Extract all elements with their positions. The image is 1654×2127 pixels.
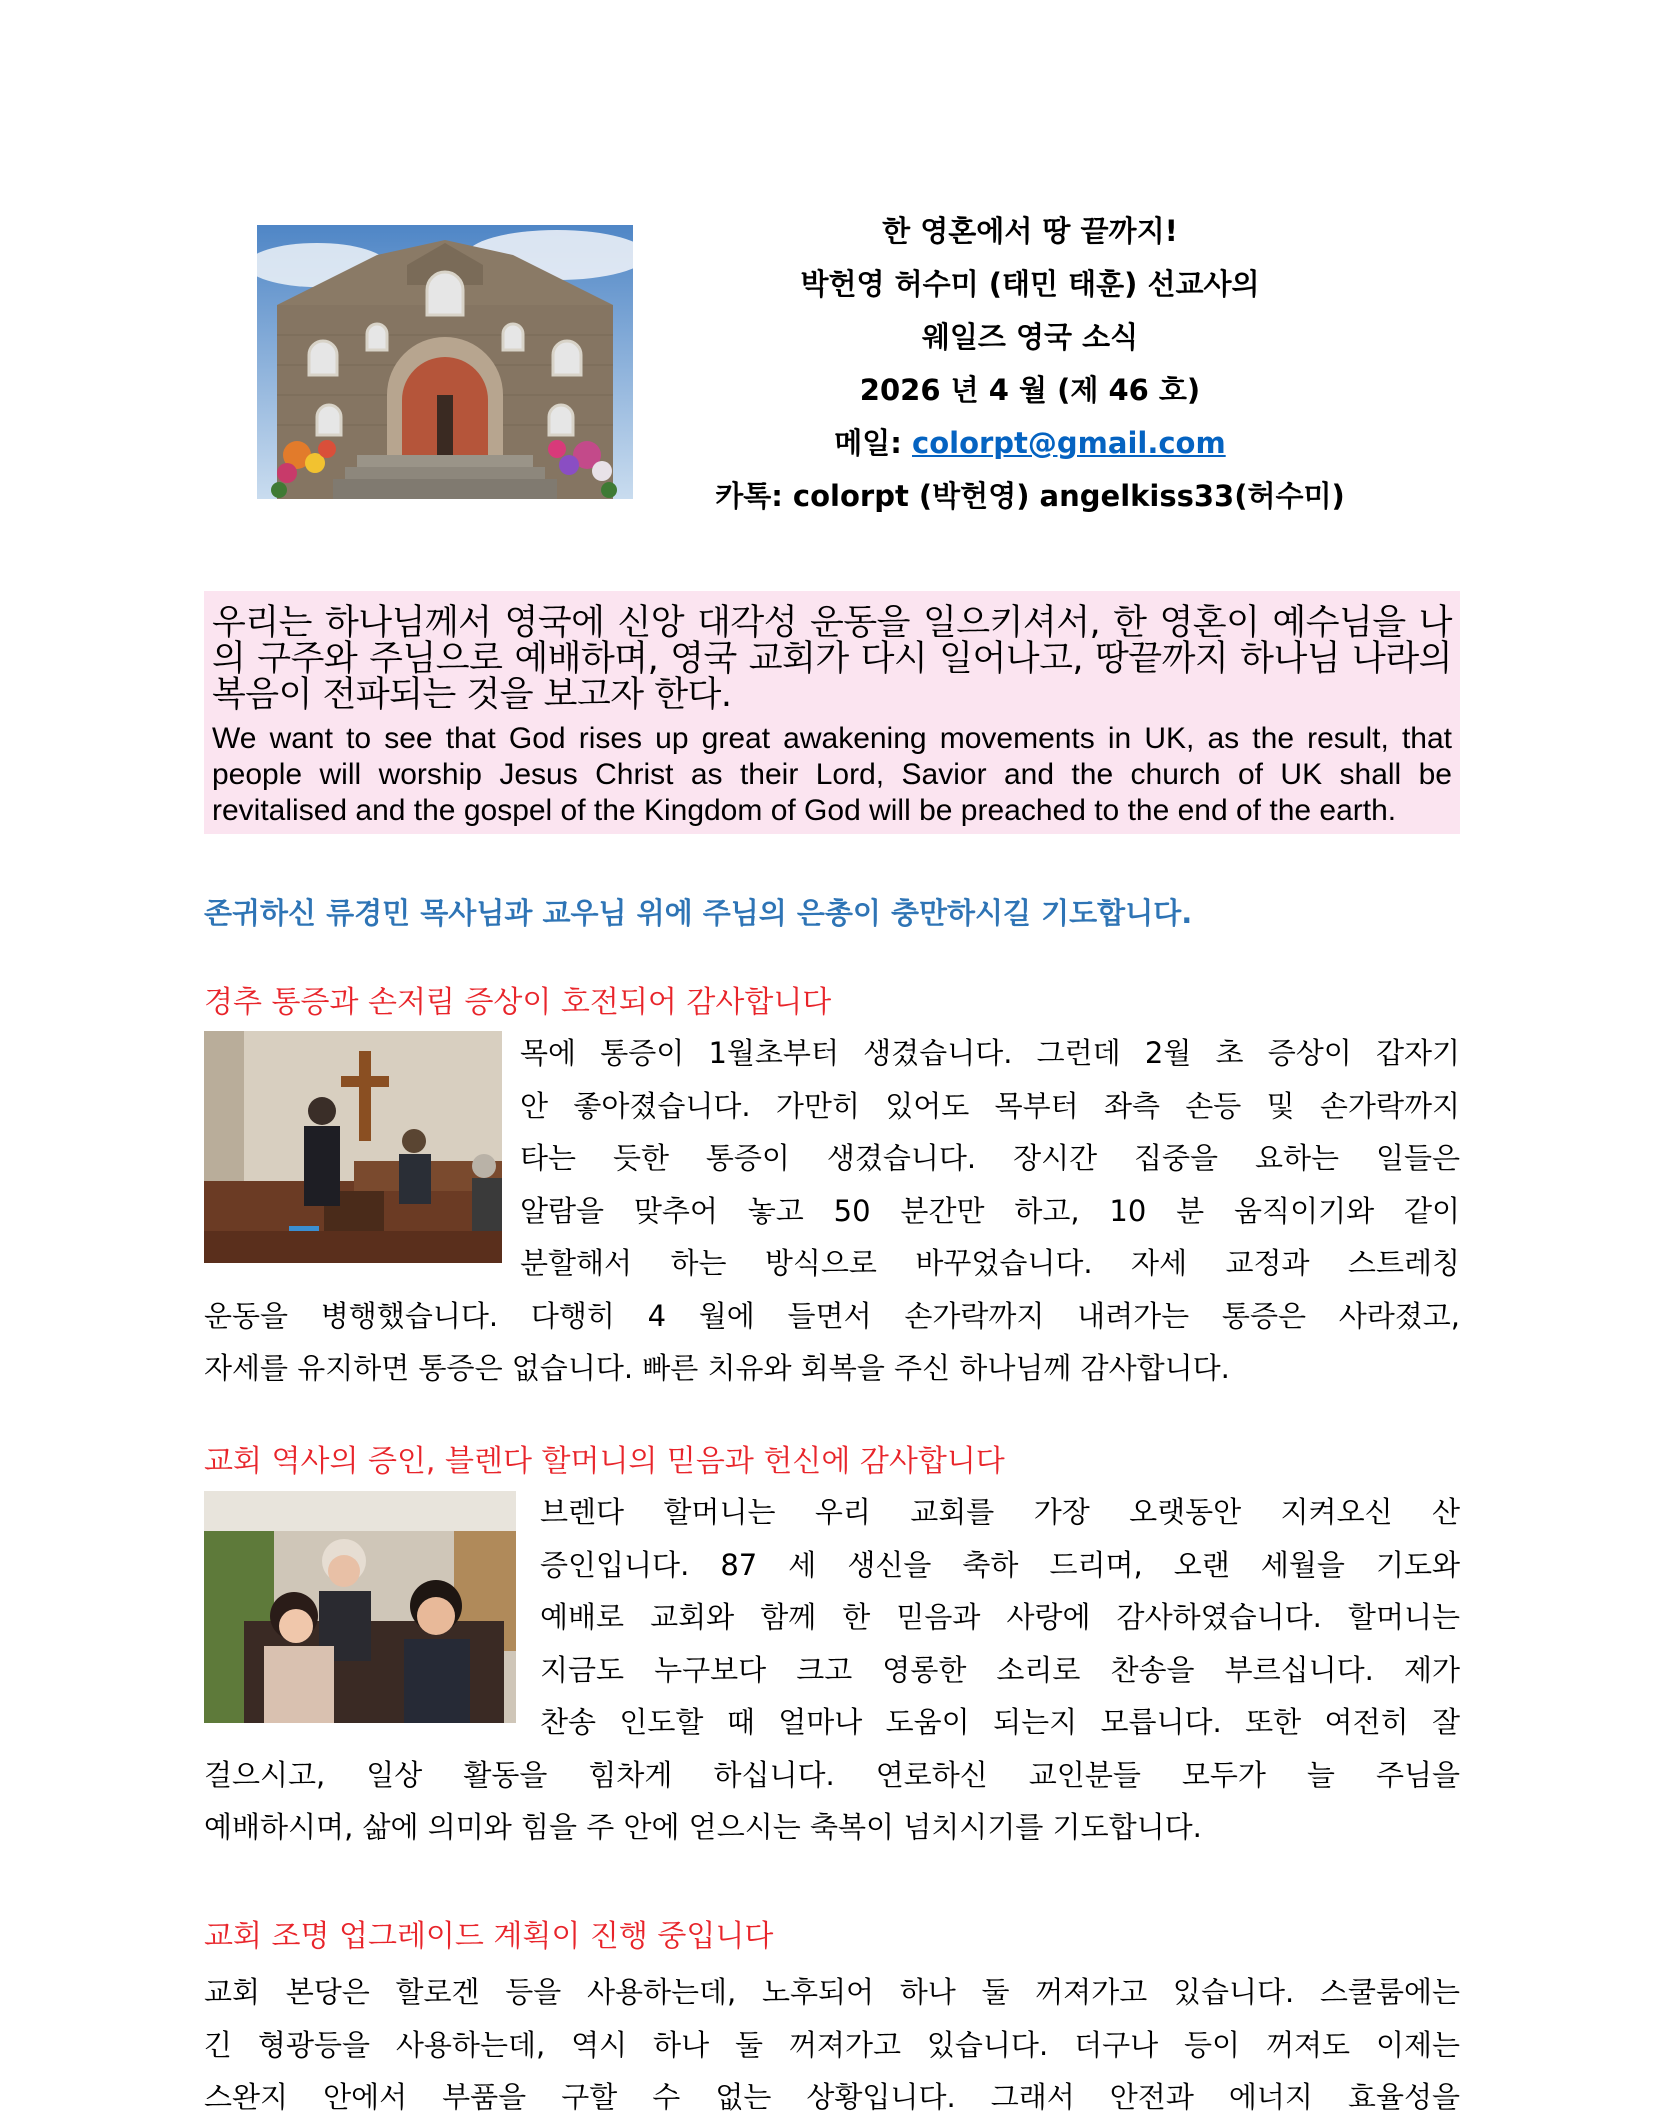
body-line: 예배하시며, 삶에 의미와 힘을 주 안에 얻으시는 축복이 넘치시기를 기도합니다. [204,1810,1202,1844]
section-body-neck-pain [204,1027,1460,1395]
section-body-lighting [204,1966,1460,2124]
vision-box [204,591,1460,834]
section-title-lighting: 교회 조명 업그레이드 계획이 진행 중입니다 [204,1919,774,1954]
body-line: 교회 본당은 할로겐 등을 사용하는데, 노후되어 하나 둘 꺼져가고 있습니다. 스쿨룸에는 [204,1975,1460,2009]
section-body-brenda [204,1486,1460,1854]
body-line: 브렌다 할머니는 우리 교회를 가장 오랫동안 지켜오신 산 [540,1495,1460,1529]
body-line: 긴 형광등을 사용하는데, 역시 하나 둘 꺼져가고 있습니다. 더구나 등이 꺼져도 이제는 [204,2027,1460,2062]
body-line: 알람을 맞추어 놓고 50 분간만 하고, 10 분 움직이기와 같이 [520,1193,1460,1228]
header-missionaries: 박헌영 허수미 (태민 태훈) 선교사의 [800,267,1260,301]
section-title-neck-pain: 경추 통증과 손저림 증상이 호전되어 감사합니다 [204,985,832,1020]
body-line: 자세를 유지하면 통증은 없습니다. 빠른 치유와 회복을 주신 하나님께 감사합니다. [204,1351,1230,1385]
vision-korean: 우리는 하나님께서 영국에 신앙 대각성 운동을 일으키셔서, 한 영혼이 예수님을 나의 구주와 주님으로 예배하며, 영국 교회가 다시 일어나고, 땅끝까지 하나님 나라의 복음이 전파되는 것을 보고자 한다. [212,603,1452,715]
header-region: 웨일즈 영국 소식 [921,320,1139,354]
header-issue-date: 2026 년 4 월 (제 46 호) [859,373,1201,407]
body-line: 지금도 누구보다 크고 영롱한 소리로 찬송을 부르십니다. 제가 [540,1652,1460,1687]
email-label: 메일: [834,426,913,460]
header-slogan: 한 영혼에서 땅 끝까지! [882,214,1178,248]
body-line: 찬송 인도할 때 얼마나 도움이 되는지 모릅니다. 또한 여전히 잘 [540,1705,1460,1739]
newsletter-header [700,205,1360,523]
body-line: 걸으시고, 일상 활동을 힘차게 하십니다. 연로하신 교인분들 모두가 늘 주님을 [204,1757,1460,1792]
body-line: 목에 통증이 1월초부터 생겼습니다. 그런데 2월 초 증상이 갑자기 [520,1036,1460,1070]
church-photo [257,225,633,499]
body-line: 예배로 교회와 함께 한 믿음과 사랑에 감사하였습니다. 할머니는 [540,1600,1460,1634]
body-line: 안 좋아졌습니다. 가만히 있어도 목부터 좌측 손등 및 손가락까지 [520,1088,1460,1123]
vision-english: We want to see that God rises up great awakening movements in UK, as the result, that people will worship Jesus Christ as their Lord, Savior and the church of UK shall be revitalised and the gospel of the Kingdom of God will be preached to the end of the earth. [212,722,1452,827]
body-line: 분할해서 하는 방식으로 바꾸었습니다. 자세 교정과 스트레칭 [520,1246,1460,1280]
body-line: 타는 듯한 통증이 생겼습니다. 장시간 집중을 요하는 일들은 [520,1141,1460,1175]
church-illustration [257,225,633,499]
email-link[interactable]: colorpt@gmail.com [912,426,1226,460]
section-title-brenda: 교회 역사의 증인, 블렌다 할머니의 믿음과 헌신에 감사합니다 [204,1444,1005,1479]
body-line: 운동을 병행했습니다. 다행히 4 월에 들면서 손가락까지 내려가는 통증은 사라졌고, [204,1298,1460,1333]
header-email-line [700,417,1360,470]
body-line: 스완지 안에서 부품을 구할 수 없는 상황입니다. 그래서 안전과 에너지 효율성을 [204,2080,1460,2114]
greeting: 존귀하신 류경민 목사님과 교우님 위에 주님의 은총이 충만하시길 기도합니다. [204,896,1193,930]
header-kakao: 카톡: colorpt (박헌영) angelkiss33(허수미) [715,479,1345,513]
body-line: 증인입니다. 87 세 생신을 축하 드리며, 오랜 세월을 기도와 [540,1547,1460,1582]
